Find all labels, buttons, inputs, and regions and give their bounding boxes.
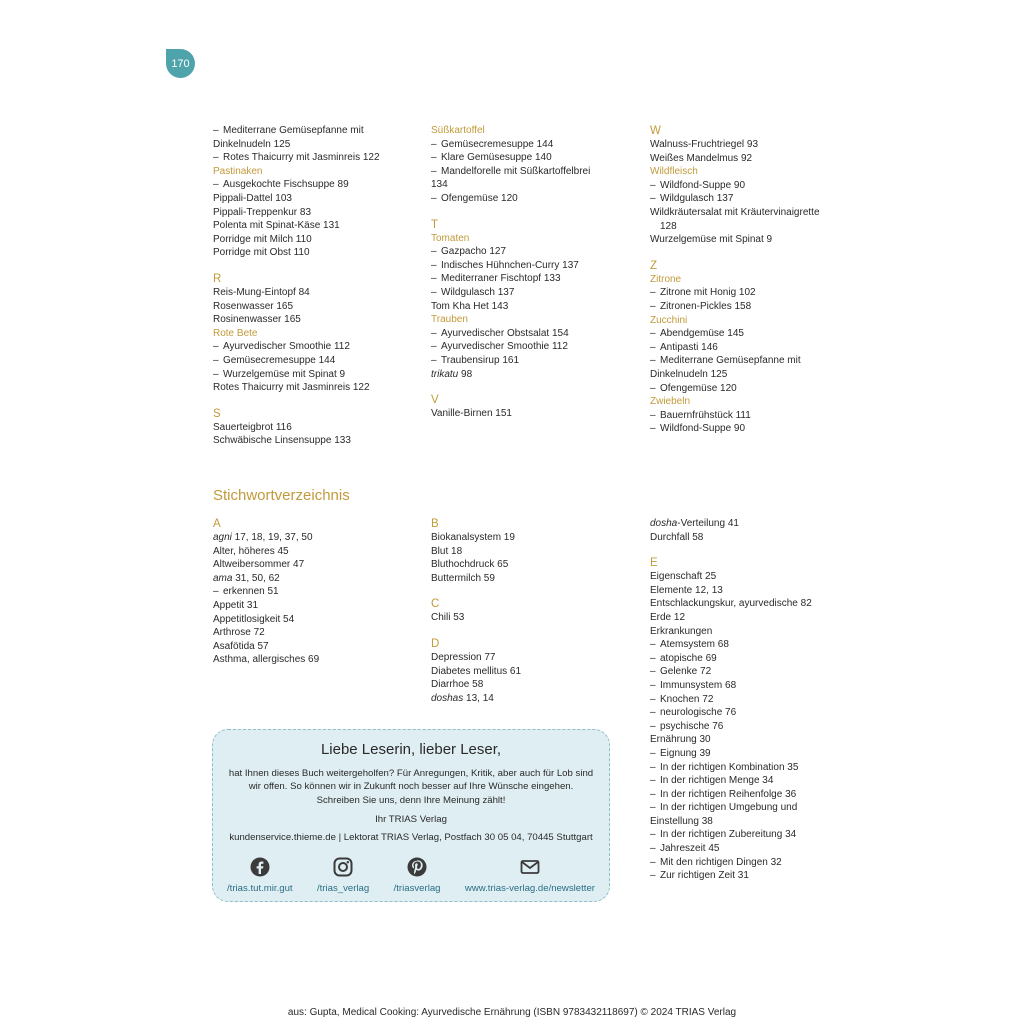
index-entry — [213, 219, 423, 233]
index-entry-text: Ayurvedischer Smoothie 112 — [223, 341, 350, 353]
index-entry-text: Ofengemüse 120 — [660, 382, 737, 394]
index-entry — [650, 517, 850, 531]
index-entry-text: Mit den richtigen Dingen 32 — [660, 856, 782, 868]
index-entry-continuation: Dinkelnudeln 125 — [213, 138, 291, 150]
index-entry-term: dosha — [650, 518, 678, 529]
index-subentry — [431, 192, 641, 206]
index-subentry — [650, 869, 850, 883]
index-entry — [213, 246, 423, 260]
index-entry-text: Tom Kha Het 143 — [431, 300, 509, 312]
index-subentry — [650, 341, 850, 355]
index-letter-heading: A — [213, 518, 221, 530]
index-subentry — [650, 761, 850, 775]
index-subentry — [650, 354, 850, 381]
index-entry-text: In der richtigen Menge 34 — [660, 775, 774, 787]
index-subentry — [650, 665, 850, 679]
index-entry — [213, 653, 423, 667]
index-entry — [431, 611, 641, 625]
index-entry — [431, 558, 641, 572]
index-subentry — [650, 774, 850, 788]
index-entry-text: Chili 53 — [431, 612, 465, 624]
index-subheading: Pastinaken — [213, 165, 263, 177]
index-entry-pages: 98 — [458, 368, 473, 380]
index-entry-text: Wildfond-Suppe 90 — [660, 179, 746, 191]
index-entry-text: Wildfond-Suppe 90 — [660, 423, 746, 435]
index-entry-text: Schwäbische Linsensuppe 133 — [213, 435, 351, 447]
index-entry — [650, 138, 850, 152]
index-subheading: Süßkartoffel — [431, 125, 485, 136]
index-entry-text: Mediterrane Gemüsepfanne mit — [223, 125, 364, 136]
index-subentry — [650, 179, 850, 193]
index-entry-text: Rotes Thaicurry mit Jasminreis 122 — [223, 152, 380, 164]
index-entry — [213, 572, 423, 586]
index-entry — [431, 651, 641, 665]
index-subentry — [650, 638, 850, 652]
reader-box-signature: Ihr TRIAS Verlag — [375, 814, 447, 826]
index-entry-text: neurologische 76 — [660, 707, 737, 719]
index-entry-text: Wildgulasch 137 — [660, 193, 734, 205]
index-entry-text: Biokanalsystem 19 — [431, 532, 515, 543]
index-subentry — [650, 422, 850, 436]
index-entry-text: Ausgekochte Fischsuppe 89 — [223, 179, 349, 191]
index-entry-text: Appetitlosigkeit 54 — [213, 613, 295, 625]
index-subentry — [650, 747, 850, 761]
index-entry-text: Weißes Mandelmus 92 — [650, 152, 753, 164]
index-entry-text: Atemsystem 68 — [660, 639, 729, 651]
index-subheading: Zitrone — [650, 273, 682, 285]
index-entry-text: erkennen 51 — [223, 586, 279, 598]
index-entry — [213, 599, 423, 613]
index-letter-heading: C — [431, 598, 440, 611]
index-subentry — [213, 178, 423, 192]
index-entry-text: Wildkräutersalat mit Kräutervinaigrette — [650, 206, 820, 218]
page-number-badge: 170 — [166, 49, 195, 78]
index-entry-text: Ayurvedischer Smoothie 112 — [441, 341, 568, 353]
index-entry-text: Durchfall 58 — [650, 531, 704, 543]
index-entry-text: Walnuss-Fruchtriegel 93 — [650, 139, 759, 150]
index-entry-text: Polenta mit Spinat-Käse 131 — [213, 220, 340, 232]
index-subentry — [431, 259, 641, 273]
index-column-top-3 — [650, 124, 850, 436]
index-entry-text: Mediterraner Fischtopf 133 — [441, 273, 561, 285]
index-entry — [213, 421, 423, 435]
index-subentry — [431, 286, 641, 300]
index-subentry — [650, 286, 850, 300]
index-subentry — [213, 368, 423, 382]
index-entry-text: In der richtigen Zubereitung 34 — [660, 829, 797, 841]
reader-box-contact[interactable]: kundenservice.thieme.de | Lektorat TRIAS Verlag, Postfach 30 05 04, 70445 Stuttgart — [229, 832, 593, 844]
index-subentry — [650, 801, 850, 828]
index-subentry — [650, 706, 850, 720]
index-entry-text: Gemüsecremesuppe 144 — [441, 138, 554, 150]
social-links — [227, 857, 595, 894]
index-entry-text: atopische 69 — [660, 652, 717, 664]
index-subentry — [650, 409, 850, 423]
index-entry-text: In der richtigen Umgebung und — [660, 802, 798, 814]
index-entry-text: Immunsystem 68 — [660, 679, 737, 691]
index-entry-text: Zitrone mit Honig 102 — [660, 287, 756, 299]
index-entry-text: Sauerteigbrot 116 — [213, 421, 292, 433]
index-entry-text: Wurzelgemüse mit Spinat 9 — [650, 234, 773, 246]
index-entry-text: Ayurvedischer Obstsalat 154 — [441, 327, 569, 339]
index-entry — [213, 640, 423, 654]
index-entry-pages: 17, 18, 19, 37, 50 — [231, 532, 313, 543]
index-entry-text: Wurzelgemüse mit Spinat 9 — [223, 368, 346, 380]
source-footer: aus: Gupta, Medical Cooking: Ayurvedische Ernährung (ISBN 9783432118697) © 2024 TRIAS Verlag — [287, 1007, 737, 1018]
reader-feedback-box — [212, 729, 610, 902]
index-entry — [650, 597, 850, 611]
keyword-column-3 — [650, 517, 850, 883]
index-subentry — [431, 151, 641, 165]
pinterest-icon — [407, 857, 427, 877]
index-letter-heading: Z — [650, 259, 658, 272]
index-entry-text: Vanille-Birnen 151 — [431, 408, 512, 420]
index-entry-text: Bauernfrühstück 111 — [660, 409, 751, 421]
index-subentry — [431, 165, 641, 192]
index-subentry — [650, 327, 850, 341]
index-entry — [650, 531, 850, 545]
index-entry-text: Knochen 72 — [660, 693, 714, 705]
index-subentry — [650, 679, 850, 693]
mail-icon — [520, 857, 540, 877]
index-entry — [431, 531, 641, 545]
index-entry — [431, 407, 641, 421]
index-entry-text: Antipasti 146 — [660, 341, 718, 353]
index-subheading: Wildfleisch — [650, 166, 698, 178]
index-entry-term: agni — [213, 532, 232, 543]
index-entry — [213, 313, 423, 327]
index-entry-continuation: 134 — [431, 179, 448, 191]
index-entry — [431, 545, 641, 559]
index-entry-text: Gemüsecremesuppe 144 — [223, 354, 336, 366]
index-entry — [213, 545, 423, 559]
index-entry — [213, 233, 423, 247]
social-instagram[interactable] — [317, 857, 369, 894]
social-instagram-label: /trias_verlag — [316, 883, 370, 894]
index-entry-continuation: Dinkelnudeln 125 — [650, 368, 728, 380]
index-entry-text: Blut 18 — [431, 545, 463, 557]
index-entry-text: Mediterrane Gemüsepfanne mit — [660, 355, 801, 367]
index-subheading: Trauben — [431, 314, 468, 326]
index-subentry — [431, 340, 641, 354]
index-entry-text: Asafötida 57 — [213, 640, 269, 652]
index-subentry — [213, 340, 423, 354]
index-entry-pages: 31, 50, 62 — [232, 572, 280, 584]
index-entry-continuation: 128 — [660, 220, 677, 232]
index-entry-text: Gazpacho 127 — [441, 246, 507, 258]
index-entry — [650, 584, 850, 598]
index-entry-text: Arthrose 72 — [213, 627, 265, 639]
index-entry — [650, 611, 850, 625]
index-entry-text: Rotes Thaicurry mit Jasminreis 122 — [213, 382, 370, 394]
index-entry-text: Klare Gemüsesuppe 140 — [441, 152, 552, 164]
index-subentry — [213, 124, 423, 151]
index-entry-text: Erde 12 — [650, 611, 686, 623]
index-entry — [650, 570, 850, 584]
index-entry-text: Asthma, allergisches 69 — [213, 654, 320, 666]
index-subentry — [650, 192, 850, 206]
index-subheading: Zwiebeln — [650, 396, 691, 408]
index-subentry — [650, 856, 850, 870]
index-entry-text: Elemente 12, 13 — [650, 584, 723, 596]
index-subentry — [431, 327, 641, 341]
social-pinterest-label: /triasverlag — [393, 883, 441, 894]
index-entry-text: Pippali-Treppenkur 83 — [213, 206, 312, 218]
index-entry-text: Ofengemüse 120 — [441, 192, 518, 204]
instagram-icon — [333, 857, 353, 877]
social-newsletter-label: www.trias-verlag.de/newsletter — [464, 883, 595, 894]
index-subheading: Zucchini — [650, 314, 688, 326]
index-entry — [213, 434, 423, 448]
index-letter-heading: V — [431, 394, 439, 407]
index-entry-text: Diarrhoe 58 — [431, 679, 484, 691]
index-subentry — [650, 693, 850, 707]
index-entry-text: Rosenwasser 165 — [213, 300, 294, 312]
index-entry — [213, 206, 423, 220]
index-letter-heading: S — [213, 407, 221, 420]
index-entry-text: Mandelforelle mit Süßkartoffelbrei — [441, 165, 591, 177]
index-entry-text: Eigenschaft 25 — [650, 571, 717, 583]
index-subentry — [213, 354, 423, 368]
index-entry — [431, 300, 641, 314]
index-entry-text: Indisches Hühnchen-Curry 137 — [441, 259, 579, 271]
social-facebook[interactable] — [227, 857, 293, 894]
social-facebook-label: /trias.tut.mir.gut — [227, 883, 293, 894]
index-letter-heading: B — [431, 518, 439, 530]
index-entry-text: Abendgemüse 145 — [660, 328, 744, 340]
index-subentry — [431, 354, 641, 368]
index-subentry — [650, 382, 850, 396]
index-entry — [431, 692, 641, 706]
social-pinterest[interactable] — [394, 857, 441, 894]
index-entry — [213, 300, 423, 314]
index-entry — [431, 368, 641, 382]
index-entry-text: Buttermilch 59 — [431, 572, 495, 584]
index-entry-text: Alter, höheres 45 — [213, 545, 289, 557]
index-entry — [650, 152, 850, 166]
index-subheading: Tomaten — [431, 232, 470, 244]
index-entry-text: Erkrankungen — [650, 625, 713, 637]
index-entry — [650, 625, 850, 639]
index-subentry — [431, 245, 641, 259]
index-entry-text: Bluthochdruck 65 — [431, 559, 509, 571]
index-column-top-1 — [213, 124, 423, 448]
index-entry-text: Eignung 39 — [660, 747, 711, 759]
keyword-column-1 — [213, 517, 423, 667]
index-subentry — [650, 842, 850, 856]
reader-box-text: hat Ihnen dieses Buch weitergeholfen? Für Anregungen, Kritik, aber auch für Lob sind wir offen. So können wir in Zukunft noch besser auf Ihre Wünsche eingehen. Schreiben Sie uns, denn Ihre Meinung zählt! — [228, 768, 594, 806]
index-subentry — [431, 138, 641, 152]
index-entry-term: ama — [213, 572, 233, 584]
index-entry-continuation: Einstellung 38 — [650, 815, 713, 827]
index-column-top-2 — [431, 124, 641, 421]
index-letter-heading: D — [431, 637, 440, 650]
facebook-icon — [250, 857, 270, 877]
index-entry-text: Zitronen-Pickles 158 — [660, 300, 752, 312]
index-subentry — [213, 585, 423, 599]
index-entry — [431, 665, 641, 679]
index-entry-pages: 13, 14 — [463, 692, 494, 704]
index-entry — [213, 531, 423, 545]
index-entry — [213, 613, 423, 627]
index-entry-term: doshas — [431, 692, 464, 704]
index-entry — [650, 206, 850, 233]
index-subentry — [650, 300, 850, 314]
index-entry-text: Porridge mit Obst 110 — [213, 247, 310, 259]
index-entry-text: In der richtigen Reihenfolge 36 — [660, 788, 797, 800]
index-entry — [650, 733, 850, 747]
index-entry-text: Appetit 31 — [213, 599, 259, 611]
index-entry-text: Reis-Mung-Eintopf 84 — [213, 286, 310, 298]
index-entry — [213, 192, 423, 206]
index-entry — [213, 626, 423, 640]
section-title-stichwortverzeichnis: Stichwortverzeichnis — [213, 487, 350, 504]
index-letter-heading: W — [650, 125, 661, 137]
index-letter-heading: T — [431, 218, 439, 231]
index-entry — [213, 381, 423, 395]
social-newsletter[interactable] — [465, 857, 595, 894]
index-entry — [431, 572, 641, 586]
index-entry-text: Rosinenwasser 165 — [213, 314, 301, 326]
index-entry-text: Jahreszeit 45 — [660, 843, 720, 855]
index-entry-text: Entschlackungskur, ayurvedische 82 — [650, 598, 812, 610]
index-entry — [650, 233, 850, 247]
index-letter-heading: R — [213, 272, 222, 285]
index-entry-text: Zur richtigen Zeit 31 — [660, 870, 749, 882]
index-entry-text: Traubensirup 161 — [441, 354, 520, 366]
index-entry — [213, 558, 423, 572]
index-entry-text: In der richtigen Kombination 35 — [660, 761, 799, 773]
keyword-column-2 — [431, 517, 641, 705]
index-letter-heading: E — [650, 557, 658, 570]
index-entry-text: Ernährung 30 — [650, 734, 711, 746]
index-subentry — [431, 272, 641, 286]
index-subentry — [650, 788, 850, 802]
index-entry — [213, 286, 423, 300]
index-entry-text: Pippali-Dattel 103 — [213, 192, 292, 204]
index-entry-text: Porridge mit Milch 110 — [213, 233, 312, 245]
index-entry-text: Altweibersommer 47 — [213, 559, 305, 571]
index-subentry — [650, 652, 850, 666]
reader-box-title: Liebe Leserin, lieber Leser, — [320, 741, 502, 758]
index-subheading: Rote Bete — [213, 327, 258, 339]
index-entry — [431, 678, 641, 692]
index-entry-text: Wildgulasch 137 — [441, 286, 515, 298]
index-subentry — [213, 151, 423, 165]
index-entry-text: psychische 76 — [660, 720, 724, 732]
index-entry-term: trikatu — [431, 368, 459, 380]
index-entry-pages: -Verteilung 41 — [677, 518, 739, 529]
index-entry-text: Gelenke 72 — [660, 666, 712, 678]
index-subentry — [650, 720, 850, 734]
index-entry-text: Diabetes mellitus 61 — [431, 665, 522, 677]
index-entry-text: Depression 77 — [431, 651, 496, 663]
index-subentry — [650, 828, 850, 842]
